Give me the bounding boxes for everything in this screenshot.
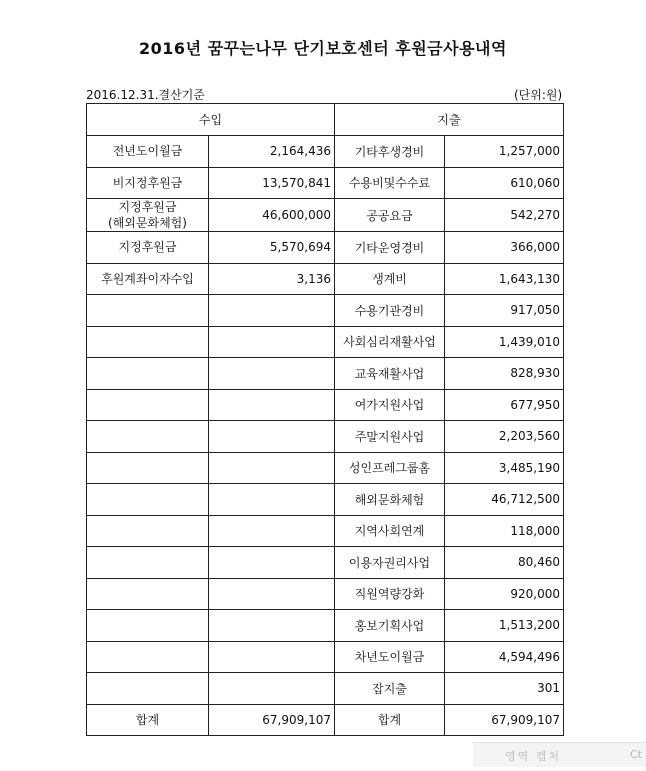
income-label xyxy=(87,515,209,547)
income-label xyxy=(87,421,209,453)
table-row xyxy=(87,515,564,547)
income-label: 지정후원금 (해외문화체험) xyxy=(87,199,209,232)
table-header-row xyxy=(87,104,564,136)
income-label xyxy=(87,610,209,642)
expense-value: 4,594,496 xyxy=(445,641,564,673)
income-label xyxy=(87,358,209,390)
expense-label: 직원역량강화 xyxy=(335,578,445,610)
income-value xyxy=(209,326,335,358)
unit-label: (단위:원) xyxy=(514,88,563,102)
capture-label: 영역 캡처 xyxy=(505,750,562,763)
income-label: 비지정후원금 xyxy=(87,167,209,199)
expense-value: 1,513,200 xyxy=(445,610,564,642)
expense-label: 잡지출 xyxy=(335,673,445,705)
expense-label: 기타운영경비 xyxy=(335,232,445,264)
income-label xyxy=(87,295,209,327)
income-label xyxy=(87,389,209,421)
expense-value: 677,950 xyxy=(445,389,564,421)
capture-key: Ct xyxy=(630,748,642,761)
table-row xyxy=(87,389,564,421)
income-value xyxy=(209,641,335,673)
expense-label: 차년도이월금 xyxy=(335,641,445,673)
income-value xyxy=(209,421,335,453)
donation-ledger-table xyxy=(86,103,564,736)
expense-value: 118,000 xyxy=(445,515,564,547)
table-row xyxy=(87,136,564,168)
expense-value: 1,439,010 xyxy=(445,326,564,358)
expense-value: 46,712,500 xyxy=(445,484,564,516)
table-row xyxy=(87,232,564,264)
expense-label: 기타후생경비 xyxy=(335,136,445,168)
table-row xyxy=(87,199,564,232)
income-value xyxy=(209,610,335,642)
expense-value: 3,485,190 xyxy=(445,452,564,484)
expense-value: 366,000 xyxy=(445,232,564,264)
expense-label: 합계 xyxy=(335,704,445,736)
settlement-basis: 2016.12.31.결산기준 xyxy=(86,88,205,102)
expense-value: 80,460 xyxy=(445,547,564,579)
table-row xyxy=(87,358,564,390)
income-header: 수입 xyxy=(87,104,335,136)
income-label xyxy=(87,578,209,610)
expense-label: 사회심리재활사업 xyxy=(335,326,445,358)
expense-label: 수용기관경비 xyxy=(335,295,445,327)
expense-value: 920,000 xyxy=(445,578,564,610)
income-label: 지정후원금 xyxy=(87,232,209,264)
income-label xyxy=(87,547,209,579)
expense-value: 610,060 xyxy=(445,167,564,199)
income-label: 합계 xyxy=(87,704,209,736)
document-title: 2016년 꿈꾸는나무 단기보호센터 후원금사용내역 xyxy=(139,39,507,58)
expense-value: 301 xyxy=(445,673,564,705)
income-value xyxy=(209,295,335,327)
table-row xyxy=(87,452,564,484)
expense-label: 주말지원사업 xyxy=(335,421,445,453)
table-row xyxy=(87,295,564,327)
expense-value: 828,930 xyxy=(445,358,564,390)
expense-label: 수용비및수수료 xyxy=(335,167,445,199)
table-row xyxy=(87,263,564,295)
income-value: 67,909,107 xyxy=(209,704,335,736)
expense-value: 1,257,000 xyxy=(445,136,564,168)
income-value: 46,600,000 xyxy=(209,199,335,232)
expense-label: 생계비 xyxy=(335,263,445,295)
income-value xyxy=(209,452,335,484)
income-value xyxy=(209,389,335,421)
expense-label: 성인프레그룹홈 xyxy=(335,452,445,484)
expense-value: 1,643,130 xyxy=(445,263,564,295)
income-label xyxy=(87,673,209,705)
income-value xyxy=(209,484,335,516)
expense-label: 지역사회연계 xyxy=(335,515,445,547)
expense-label: 홍보기획사업 xyxy=(335,610,445,642)
income-label xyxy=(87,641,209,673)
income-value: 3,136 xyxy=(209,263,335,295)
income-label: 전년도이월금 xyxy=(87,136,209,168)
income-value xyxy=(209,358,335,390)
expense-value: 917,050 xyxy=(445,295,564,327)
expense-label: 공공요금 xyxy=(335,199,445,232)
expense-header: 지출 xyxy=(335,104,564,136)
expense-label: 해외문화체험 xyxy=(335,484,445,516)
table-row xyxy=(87,326,564,358)
expense-value: 542,270 xyxy=(445,199,564,232)
table-row xyxy=(87,167,564,199)
expense-value: 2,203,560 xyxy=(445,421,564,453)
income-label xyxy=(87,452,209,484)
income-label: 후원계좌이자수입 xyxy=(87,263,209,295)
table-row xyxy=(87,610,564,642)
income-value: 13,570,841 xyxy=(209,167,335,199)
income-value xyxy=(209,515,335,547)
income-label xyxy=(87,326,209,358)
table-row xyxy=(87,673,564,705)
expense-label: 교육재활사업 xyxy=(335,358,445,390)
income-value xyxy=(209,578,335,610)
expense-value: 67,909,107 xyxy=(445,704,564,736)
income-value: 5,570,694 xyxy=(209,232,335,264)
expense-label: 여가지원사업 xyxy=(335,389,445,421)
expense-label: 이용자권리사업 xyxy=(335,547,445,579)
table-row xyxy=(87,484,564,516)
table-row xyxy=(87,641,564,673)
income-value xyxy=(209,547,335,579)
table-row xyxy=(87,704,564,736)
income-value xyxy=(209,673,335,705)
table-row xyxy=(87,578,564,610)
income-value: 2,164,436 xyxy=(209,136,335,168)
screen-capture-bar[interactable] xyxy=(473,742,646,767)
table-row xyxy=(87,421,564,453)
income-label xyxy=(87,484,209,516)
table-row xyxy=(87,547,564,579)
